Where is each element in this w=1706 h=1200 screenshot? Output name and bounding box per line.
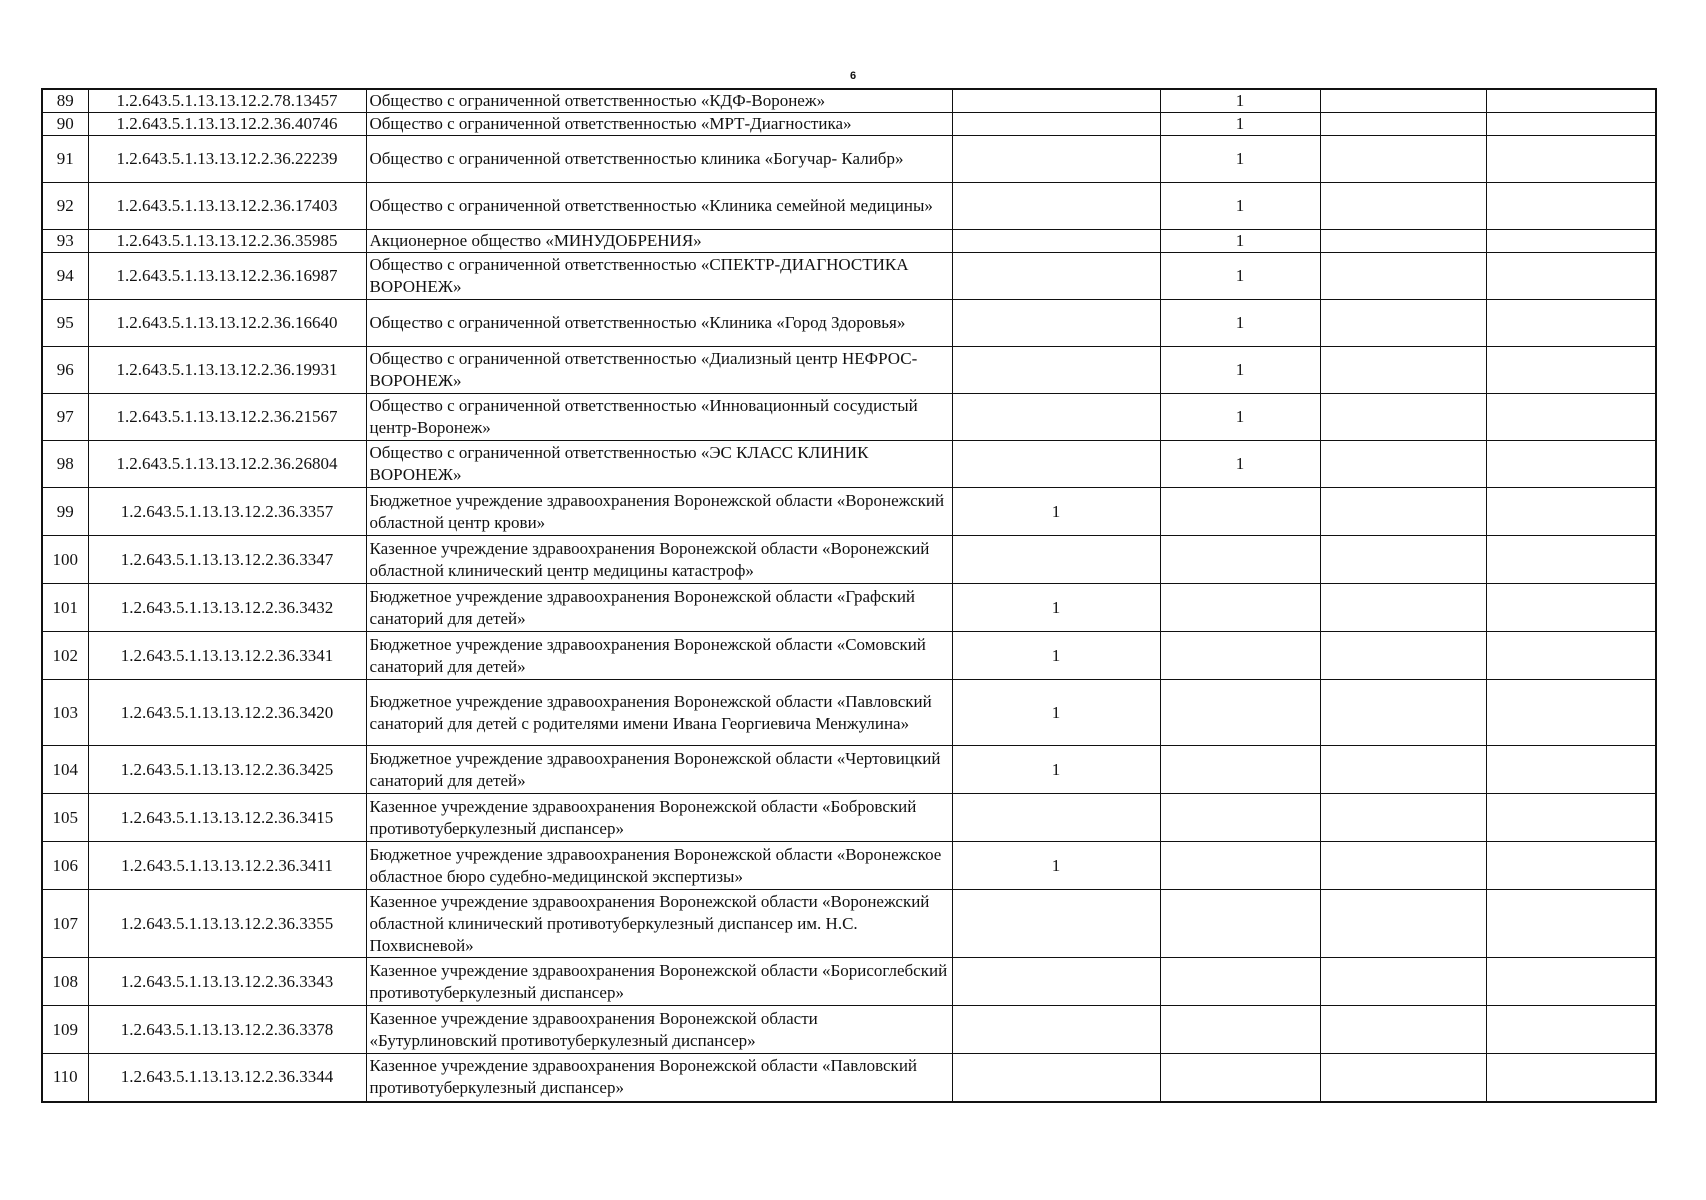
row-empty-column-4 bbox=[1486, 300, 1656, 347]
row-number: 109 bbox=[42, 1006, 88, 1054]
row-empty-column-3 bbox=[1320, 958, 1486, 1006]
row-empty-column-3 bbox=[1320, 253, 1486, 300]
row-mark-column-1 bbox=[952, 794, 1160, 842]
table-row bbox=[42, 394, 1656, 441]
row-mark-column-1 bbox=[952, 1054, 1160, 1102]
row-mark-column-2: 1 bbox=[1160, 300, 1320, 347]
row-oid: 1.2.643.5.1.13.13.12.2.36.3355 bbox=[88, 890, 366, 958]
row-empty-column-4 bbox=[1486, 347, 1656, 394]
row-mark-column-1: 1 bbox=[952, 632, 1160, 680]
row-organization-name: Акционерное общество «МИНУДОБРЕНИЯ» bbox=[366, 230, 952, 253]
table-row bbox=[42, 1054, 1656, 1102]
table-row bbox=[42, 136, 1656, 183]
row-empty-column-4 bbox=[1486, 890, 1656, 958]
row-organization-name: Бюджетное учреждение здравоохранения Воронежской области «Воронежское областное бюро судебно-медицинской экспертизы» bbox=[366, 842, 952, 890]
row-organization-name: Бюджетное учреждение здравоохранения Воронежской области «Павловский санаторий для детей с родителями имени Ивана Георгиевича Менжулина» bbox=[366, 680, 952, 746]
row-mark-column-2: 1 bbox=[1160, 113, 1320, 136]
row-mark-column-1: 1 bbox=[952, 680, 1160, 746]
row-empty-column-3 bbox=[1320, 794, 1486, 842]
row-empty-column-3 bbox=[1320, 230, 1486, 253]
row-empty-column-3 bbox=[1320, 890, 1486, 958]
table-row bbox=[42, 890, 1656, 958]
row-number: 101 bbox=[42, 584, 88, 632]
row-empty-column-4 bbox=[1486, 183, 1656, 230]
row-mark-column-1 bbox=[952, 253, 1160, 300]
row-mark-column-1 bbox=[952, 1006, 1160, 1054]
row-empty-column-3 bbox=[1320, 347, 1486, 394]
row-oid: 1.2.643.5.1.13.13.12.2.36.40746 bbox=[88, 113, 366, 136]
row-number: 103 bbox=[42, 680, 88, 746]
row-oid: 1.2.643.5.1.13.13.12.2.36.3347 bbox=[88, 536, 366, 584]
row-empty-column-4 bbox=[1486, 488, 1656, 536]
row-oid: 1.2.643.5.1.13.13.12.2.36.26804 bbox=[88, 441, 366, 488]
row-number: 93 bbox=[42, 230, 88, 253]
row-mark-column-1 bbox=[952, 441, 1160, 488]
row-number: 95 bbox=[42, 300, 88, 347]
row-oid: 1.2.643.5.1.13.13.12.2.36.35985 bbox=[88, 230, 366, 253]
row-oid: 1.2.643.5.1.13.13.12.2.36.3344 bbox=[88, 1054, 366, 1102]
table-row bbox=[42, 183, 1656, 230]
row-mark-column-2: 1 bbox=[1160, 183, 1320, 230]
row-empty-column-4 bbox=[1486, 441, 1656, 488]
row-number: 97 bbox=[42, 394, 88, 441]
row-organization-name: Общество с ограниченной ответственностью клиника «Богучар- Калибр» bbox=[366, 136, 952, 183]
row-number: 107 bbox=[42, 890, 88, 958]
table-row bbox=[42, 680, 1656, 746]
row-empty-column-4 bbox=[1486, 746, 1656, 794]
row-number: 96 bbox=[42, 347, 88, 394]
row-organization-name: Общество с ограниченной ответственностью «Инновационный сосудистый центр-Воронеж» bbox=[366, 394, 952, 441]
row-mark-column-2 bbox=[1160, 842, 1320, 890]
row-organization-name: Казенное учреждение здравоохранения Воронежской области «Воронежский областной клинический центр медицины катастроф» bbox=[366, 536, 952, 584]
table-row bbox=[42, 113, 1656, 136]
row-mark-column-2 bbox=[1160, 488, 1320, 536]
row-organization-name: Общество с ограниченной ответственностью «КДФ-Воронеж» bbox=[366, 89, 952, 113]
row-empty-column-3 bbox=[1320, 1054, 1486, 1102]
row-mark-column-2: 1 bbox=[1160, 253, 1320, 300]
table-row bbox=[42, 1006, 1656, 1054]
row-mark-column-1 bbox=[952, 890, 1160, 958]
row-oid: 1.2.643.5.1.13.13.12.2.36.3341 bbox=[88, 632, 366, 680]
row-mark-column-1 bbox=[952, 183, 1160, 230]
row-organization-name: Казенное учреждение здравоохранения Воронежской области «Воронежский областной клинический противотуберкулезный диспансер им. Н.С. Похвисневой» bbox=[366, 890, 952, 958]
row-empty-column-4 bbox=[1486, 394, 1656, 441]
row-mark-column-2 bbox=[1160, 1006, 1320, 1054]
row-mark-column-2: 1 bbox=[1160, 394, 1320, 441]
row-empty-column-4 bbox=[1486, 1006, 1656, 1054]
row-number: 89 bbox=[42, 89, 88, 113]
row-number: 105 bbox=[42, 794, 88, 842]
row-mark-column-2: 1 bbox=[1160, 230, 1320, 253]
row-empty-column-4 bbox=[1486, 794, 1656, 842]
table-row bbox=[42, 958, 1656, 1006]
table-row bbox=[42, 441, 1656, 488]
row-oid: 1.2.643.5.1.13.13.12.2.78.13457 bbox=[88, 89, 366, 113]
registry-table bbox=[41, 88, 1657, 1103]
row-empty-column-4 bbox=[1486, 230, 1656, 253]
row-mark-column-2 bbox=[1160, 1054, 1320, 1102]
row-mark-column-2 bbox=[1160, 958, 1320, 1006]
row-empty-column-4 bbox=[1486, 253, 1656, 300]
row-oid: 1.2.643.5.1.13.13.12.2.36.19931 bbox=[88, 347, 366, 394]
row-mark-column-1 bbox=[952, 958, 1160, 1006]
row-number: 102 bbox=[42, 632, 88, 680]
row-number: 99 bbox=[42, 488, 88, 536]
row-mark-column-1 bbox=[952, 347, 1160, 394]
row-mark-column-1: 1 bbox=[952, 842, 1160, 890]
row-oid: 1.2.643.5.1.13.13.12.2.36.22239 bbox=[88, 136, 366, 183]
row-mark-column-2: 1 bbox=[1160, 136, 1320, 183]
row-organization-name: Бюджетное учреждение здравоохранения Воронежской области «Воронежский областной центр крови» bbox=[366, 488, 952, 536]
row-organization-name: Казенное учреждение здравоохранения Воронежской области «Бобровский противотуберкулезный диспансер» bbox=[366, 794, 952, 842]
row-oid: 1.2.643.5.1.13.13.12.2.36.3420 bbox=[88, 680, 366, 746]
row-oid: 1.2.643.5.1.13.13.12.2.36.3415 bbox=[88, 794, 366, 842]
page-number: 6 bbox=[849, 70, 857, 82]
table-body bbox=[42, 89, 1656, 1102]
row-empty-column-3 bbox=[1320, 394, 1486, 441]
table-row bbox=[42, 794, 1656, 842]
table-row bbox=[42, 584, 1656, 632]
row-mark-column-2 bbox=[1160, 536, 1320, 584]
table-row bbox=[42, 842, 1656, 890]
row-mark-column-1 bbox=[952, 136, 1160, 183]
row-mark-column-1 bbox=[952, 300, 1160, 347]
row-organization-name: Казенное учреждение здравоохранения Воронежской области «Павловский противотуберкулезный диспансер» bbox=[366, 1054, 952, 1102]
row-number: 106 bbox=[42, 842, 88, 890]
row-mark-column-2: 1 bbox=[1160, 89, 1320, 113]
table-row bbox=[42, 536, 1656, 584]
row-oid: 1.2.643.5.1.13.13.12.2.36.16987 bbox=[88, 253, 366, 300]
row-empty-column-3 bbox=[1320, 1006, 1486, 1054]
row-organization-name: Бюджетное учреждение здравоохранения Воронежской области «Сомовский санаторий для детей» bbox=[366, 632, 952, 680]
row-empty-column-3 bbox=[1320, 113, 1486, 136]
row-empty-column-3 bbox=[1320, 746, 1486, 794]
row-mark-column-1 bbox=[952, 536, 1160, 584]
table-row bbox=[42, 253, 1656, 300]
row-empty-column-3 bbox=[1320, 536, 1486, 584]
row-organization-name: Казенное учреждение здравоохранения Воронежской области «Борисоглебский противотуберкулезный диспансер» bbox=[366, 958, 952, 1006]
row-empty-column-4 bbox=[1486, 136, 1656, 183]
row-empty-column-4 bbox=[1486, 680, 1656, 746]
row-empty-column-3 bbox=[1320, 488, 1486, 536]
table-row bbox=[42, 230, 1656, 253]
table-row bbox=[42, 347, 1656, 394]
row-number: 108 bbox=[42, 958, 88, 1006]
row-mark-column-2: 1 bbox=[1160, 441, 1320, 488]
row-organization-name: Общество с ограниченной ответственностью «Клиника «Город Здоровья» bbox=[366, 300, 952, 347]
row-organization-name: Общество с ограниченной ответственностью «СПЕКТР-ДИАГНОСТИКА ВОРОНЕЖ» bbox=[366, 253, 952, 300]
row-empty-column-3 bbox=[1320, 89, 1486, 113]
row-empty-column-3 bbox=[1320, 680, 1486, 746]
row-oid: 1.2.643.5.1.13.13.12.2.36.3343 bbox=[88, 958, 366, 1006]
row-organization-name: Общество с ограниченной ответственностью «ЭС КЛАСС КЛИНИК ВОРОНЕЖ» bbox=[366, 441, 952, 488]
row-number: 104 bbox=[42, 746, 88, 794]
row-mark-column-2 bbox=[1160, 794, 1320, 842]
row-organization-name: Бюджетное учреждение здравоохранения Воронежской области «Графский санаторий для детей» bbox=[366, 584, 952, 632]
row-organization-name: Общество с ограниченной ответственностью «МРТ-Диагностика» bbox=[366, 113, 952, 136]
row-number: 98 bbox=[42, 441, 88, 488]
row-empty-column-3 bbox=[1320, 300, 1486, 347]
row-number: 92 bbox=[42, 183, 88, 230]
row-oid: 1.2.643.5.1.13.13.12.2.36.3411 bbox=[88, 842, 366, 890]
row-oid: 1.2.643.5.1.13.13.12.2.36.21567 bbox=[88, 394, 366, 441]
row-empty-column-3 bbox=[1320, 842, 1486, 890]
row-empty-column-3 bbox=[1320, 632, 1486, 680]
row-mark-column-2: 1 bbox=[1160, 347, 1320, 394]
row-mark-column-1 bbox=[952, 89, 1160, 113]
row-organization-name: Казенное учреждение здравоохранения Воронежской области «Бутурлиновский противотуберкулезный диспансер» bbox=[366, 1006, 952, 1054]
row-oid: 1.2.643.5.1.13.13.12.2.36.17403 bbox=[88, 183, 366, 230]
row-number: 94 bbox=[42, 253, 88, 300]
row-mark-column-1 bbox=[952, 394, 1160, 441]
table-row bbox=[42, 632, 1656, 680]
row-mark-column-2 bbox=[1160, 680, 1320, 746]
row-mark-column-2 bbox=[1160, 890, 1320, 958]
row-oid: 1.2.643.5.1.13.13.12.2.36.3425 bbox=[88, 746, 366, 794]
row-number: 91 bbox=[42, 136, 88, 183]
row-empty-column-4 bbox=[1486, 89, 1656, 113]
row-empty-column-3 bbox=[1320, 183, 1486, 230]
table-row bbox=[42, 300, 1656, 347]
row-oid: 1.2.643.5.1.13.13.12.2.36.16640 bbox=[88, 300, 366, 347]
row-organization-name: Общество с ограниченной ответственностью «Диализный центр НЕФРОС-ВОРОНЕЖ» bbox=[366, 347, 952, 394]
table-row bbox=[42, 488, 1656, 536]
row-mark-column-1 bbox=[952, 230, 1160, 253]
row-empty-column-3 bbox=[1320, 584, 1486, 632]
row-mark-column-2 bbox=[1160, 632, 1320, 680]
row-number: 90 bbox=[42, 113, 88, 136]
row-empty-column-3 bbox=[1320, 441, 1486, 488]
row-empty-column-4 bbox=[1486, 632, 1656, 680]
row-empty-column-4 bbox=[1486, 842, 1656, 890]
row-oid: 1.2.643.5.1.13.13.12.2.36.3357 bbox=[88, 488, 366, 536]
row-mark-column-1 bbox=[952, 113, 1160, 136]
row-oid: 1.2.643.5.1.13.13.12.2.36.3378 bbox=[88, 1006, 366, 1054]
row-empty-column-3 bbox=[1320, 136, 1486, 183]
row-empty-column-4 bbox=[1486, 958, 1656, 1006]
row-number: 110 bbox=[42, 1054, 88, 1102]
row-mark-column-2 bbox=[1160, 746, 1320, 794]
row-organization-name: Бюджетное учреждение здравоохранения Воронежской области «Чертовицкий санаторий для детей» bbox=[366, 746, 952, 794]
row-mark-column-1: 1 bbox=[952, 584, 1160, 632]
row-empty-column-4 bbox=[1486, 1054, 1656, 1102]
row-organization-name: Общество с ограниченной ответственностью «Клиника семейной медицины» bbox=[366, 183, 952, 230]
row-empty-column-4 bbox=[1486, 584, 1656, 632]
table-row bbox=[42, 89, 1656, 113]
row-number: 100 bbox=[42, 536, 88, 584]
row-empty-column-4 bbox=[1486, 113, 1656, 136]
table-row bbox=[42, 746, 1656, 794]
row-oid: 1.2.643.5.1.13.13.12.2.36.3432 bbox=[88, 584, 366, 632]
row-empty-column-4 bbox=[1486, 536, 1656, 584]
row-mark-column-1: 1 bbox=[952, 488, 1160, 536]
row-mark-column-1: 1 bbox=[952, 746, 1160, 794]
row-mark-column-2 bbox=[1160, 584, 1320, 632]
